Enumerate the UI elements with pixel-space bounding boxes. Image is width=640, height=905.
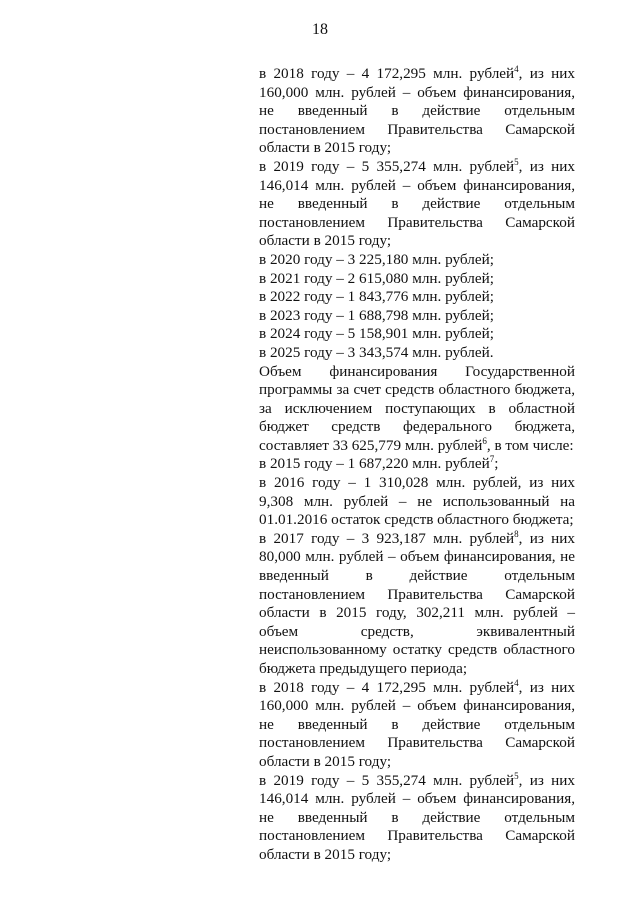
paragraph-2019-second <box>259 772 575 865</box>
paragraph-2025 <box>259 344 575 363</box>
paragraph-text: в 2018 году – 4 172,295 млн. рублей <box>259 65 515 82</box>
paragraph-text: , из них 146,014 млн. рублей – объем финансирования, не введенный в действие отдельным постановлением Правительства Самарской области в 2015 году; <box>259 771 575 863</box>
paragraph-text: в 2021 году – 2 615,080 млн. рублей; <box>259 269 494 287</box>
footnote-ref: 7 <box>489 454 495 465</box>
paragraph-text: Объем финансирования Государственной программы за счет средств областного бюджета, за исключением поступающих в областной бюджет средств федерального бюджета, составляет 33 625,779 млн. рублей <box>259 362 575 454</box>
paragraph-2023 <box>259 307 575 326</box>
paragraph-text: , из них 80,000 млн. рублей – объем финансирования, не введенный в действие отдельным постановлением Правительства Самарской области в 2015 году, 302,211 млн. рублей – объем средств, эквивалентный неиспользованному остатку средств областного бюджета предыдущего периода; <box>259 529 575 677</box>
paragraph-text: в 2022 году – 1 843,776 млн. рублей; <box>259 288 494 306</box>
paragraph-text: в 2024 году – 5 158,901 млн. рублей; <box>259 325 494 343</box>
paragraph-2019-first <box>259 158 575 251</box>
paragraph-text: в 2019 году – 5 355,274 млн. рублей <box>259 157 515 175</box>
paragraph-text: в 2020 году – 3 225,180 млн. рублей; <box>259 250 494 268</box>
footnote-ref: 6 <box>482 435 487 446</box>
footnote-ref: 8 <box>514 528 519 539</box>
paragraph-2021 <box>259 270 575 289</box>
paragraph-text: , из них 160,000 млн. рублей – объем финансирования, не введенный в действие отдельным постановлением Правительства Самарской области в 2015 году; <box>259 65 575 157</box>
paragraph-2017 <box>259 530 575 679</box>
paragraph-text: в 2018 году – 4 172,295 млн. рублей <box>259 678 515 696</box>
paragraph-2018-second <box>259 679 575 772</box>
footnote-ref: 5 <box>514 156 519 167</box>
paragraph-text: в 2015 году – 1 687,220 млн. рублей <box>259 455 490 473</box>
paragraph-2024 <box>259 325 575 344</box>
footnote-ref: 4 <box>514 677 519 688</box>
paragraph-2016 <box>259 474 575 530</box>
paragraph-text: в 2017 году – 3 923,187 млн. рублей <box>259 529 515 547</box>
footnote-ref: 5 <box>514 770 519 781</box>
paragraph-text: в 2023 году – 1 688,798 млн. рублей; <box>259 306 494 324</box>
paragraph-2018-first <box>259 65 575 158</box>
paragraph-text: , из них 146,014 млн. рублей – объем финансирования, не введенный в действие отдельным постановлением Правительства Самарской области в 2015 году; <box>259 157 575 250</box>
paragraph-text: , из них 160,000 млн. рублей – объем финансирования, не введенный в действие отдельным постановлением Правительства Самарской области в 2015 году; <box>259 678 575 770</box>
footnote-ref: 4 <box>514 64 519 74</box>
paragraph-2020 <box>259 251 575 270</box>
paragraph-text: , в том числе: <box>486 436 574 454</box>
page-number: 18 <box>312 21 328 38</box>
text-column <box>259 65 575 865</box>
paragraph-text: в 2019 году – 5 355,274 млн. рублей <box>259 771 515 789</box>
paragraph-2015 <box>259 455 575 474</box>
paragraph-text: в 2016 году – 1 310,028 млн. рублей, из них 9,308 млн. рублей – не использованный на 01.01.2016 остаток средств областного бюджета; <box>259 474 575 529</box>
paragraph-2022 <box>259 288 575 307</box>
paragraph-total-regional <box>259 363 575 456</box>
paragraph-text: в 2025 году – 3 343,574 млн. рублей. <box>259 343 494 361</box>
paragraph-text: ; <box>494 455 499 473</box>
